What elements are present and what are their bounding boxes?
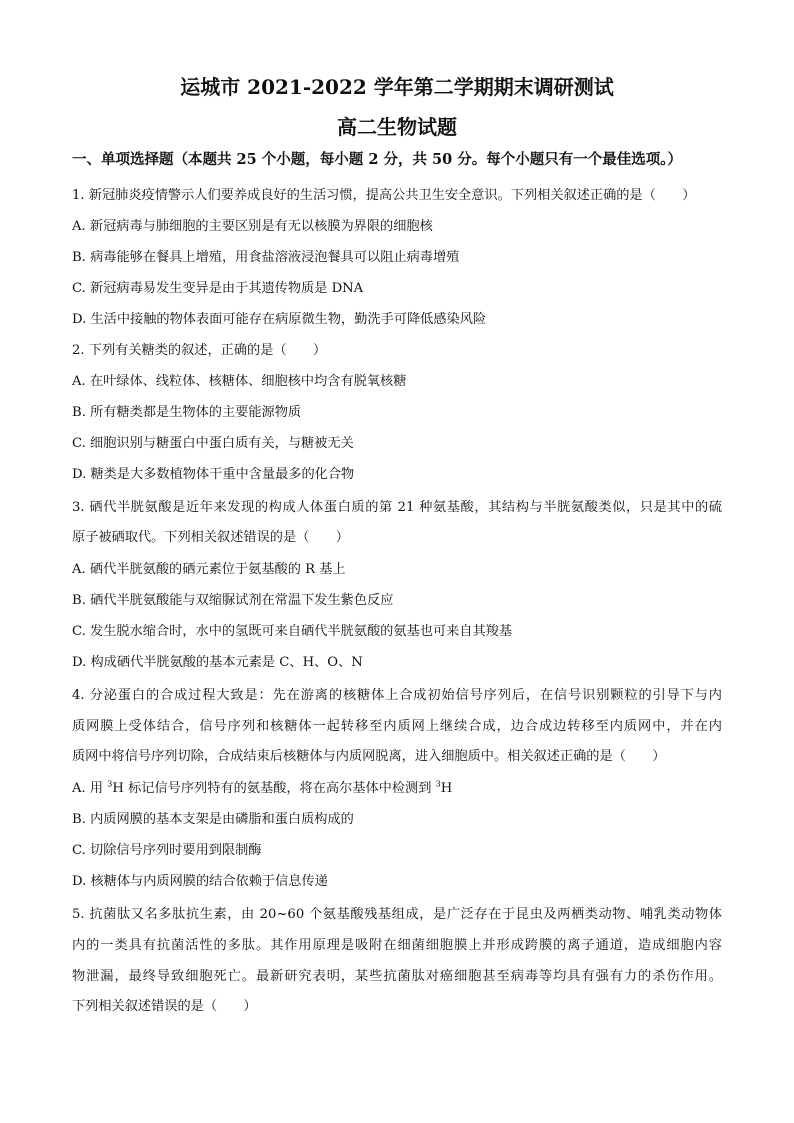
question-1-option-d: D. 生活中接触的物体表面可能存在病原微生物，勤洗手可降低感染风险 <box>72 312 487 327</box>
section-heading: 一、单项选择题（本题共 25 个小题，每小题 2 分，共 50 分。每个小题只有一个最佳选项。） <box>72 151 682 168</box>
question-5-stem-line-1: 5. 抗菌肽又名多肽抗生素，由 20~60 个氨基酸残基组成，是广泛存在于昆虫及两栖类动物、哺乳类动物体 <box>72 907 722 922</box>
question-1-option-a: A. 新冠病毒与肺细胞的主要区别是有无以核膜为界限的细胞核 <box>72 219 433 234</box>
question-1-option-b: B. 病毒能够在餐具上增殖，用食盐溶液浸泡餐具可以阻止病毒增殖 <box>72 250 460 265</box>
question-1-option-c: C. 新冠病毒易发生变异是由于其遗传物质是 DNA <box>72 281 364 296</box>
q4a-superscript-1: 3 <box>107 779 113 789</box>
question-5-stem-line-2: 内的一类具有抗菌活性的多肽。其作用原理是吸附在细菌细胞膜上并形成跨膜的离子通道，造成细胞内容 <box>72 938 722 953</box>
question-4-option-d: D. 核糖体与内质网膜的结合依赖于信息传递 <box>72 874 328 889</box>
question-3-option-a: A. 硒代半胱氨酸的硒元素位于氨基酸的 R 基上 <box>72 562 346 577</box>
question-2-option-a: A. 在叶绿体、线粒体、核糖体、细胞核中均含有脱氧核糖 <box>72 374 407 389</box>
question-4-option-b: B. 内质网膜的基本支架是由磷脂和蛋白质构成的 <box>72 812 354 827</box>
question-5-stem-line-3: 物泄漏，最终导致细胞死亡。最新研究表明，某些抗菌肽对癌细胞甚至病毒等均具有强有力的杀伤作用。 <box>72 969 722 984</box>
question-3-option-c: C. 发生脱水缩合时，水中的氢既可来自硒代半胱氨酸的氨基也可来自其羧基 <box>72 624 513 639</box>
question-1-stem: 1. 新冠肺炎疫情警示人们要养成良好的生活习惯，提高公共卫生安全意识。下列相关叙述正确的是（ ） <box>72 188 696 203</box>
question-4-stem-line-1: 4. 分泌蛋白的合成过程大致是：先在游离的核糖体上合成初始信号序列后，在信号识别颗粒的引导下与内 <box>72 688 722 703</box>
question-4-option-a <box>72 777 452 796</box>
question-4-stem-line-2: 质网膜上受体结合，信号序列和核糖体一起转移至内质网上继续合成，边合成边转移至内质网中，并在内 <box>72 719 722 734</box>
question-2-stem: 2. 下列有关糖类的叙述，正确的是（ ） <box>72 343 327 358</box>
q4a-suffix: H <box>440 781 453 796</box>
question-3-option-d: D. 构成硒代半胱氨酸的基本元素是 C、H、O、N <box>72 655 363 670</box>
q4a-prefix: A. 用 <box>72 781 108 796</box>
question-3-stem-line-1: 3. 硒代半胱氨酸是近年来发现的构成人体蛋白质的第 21 种氨基酸，其结构与半胱氨酸类似，只是其中的硫 <box>72 500 722 515</box>
question-4-stem-line-3: 质网中将信号序列切除，合成结束后核糖体与内质网脱离，进入细胞质中。相关叙述正确的是（ ） <box>72 749 666 764</box>
question-3-option-b: B. 硒代半胱氨酸能与双缩脲试剂在常温下发生紫色反应 <box>72 593 394 608</box>
question-2-option-d: D. 糖类是大多数植物体干重中含量最多的化合物 <box>72 467 355 482</box>
question-4-option-c: C. 切除信号序列时要用到限制酶 <box>72 843 262 858</box>
q4a-superscript-2: 3 <box>435 779 441 789</box>
question-5-stem-line-4: 下列相关叙述错误的是（ ） <box>72 999 257 1014</box>
exam-subtitle: 高二生物试题 <box>337 115 457 139</box>
question-2-option-c: C. 细胞识别与糖蛋白中蛋白质有关，与糖被无关 <box>72 436 354 451</box>
question-2-option-b: B. 所有糖类都是生物体的主要能源物质 <box>72 405 302 420</box>
exam-title: 运城市 2021-2022 学年第二学期期末调研测试 <box>180 75 614 99</box>
question-3-stem-line-2: 原子被硒取代。下列相关叙述错误的是（ ） <box>72 530 349 545</box>
q4a-middle: H 标记信号序列特有的氨基酸，将在高尔基体中检测到 <box>112 781 436 796</box>
